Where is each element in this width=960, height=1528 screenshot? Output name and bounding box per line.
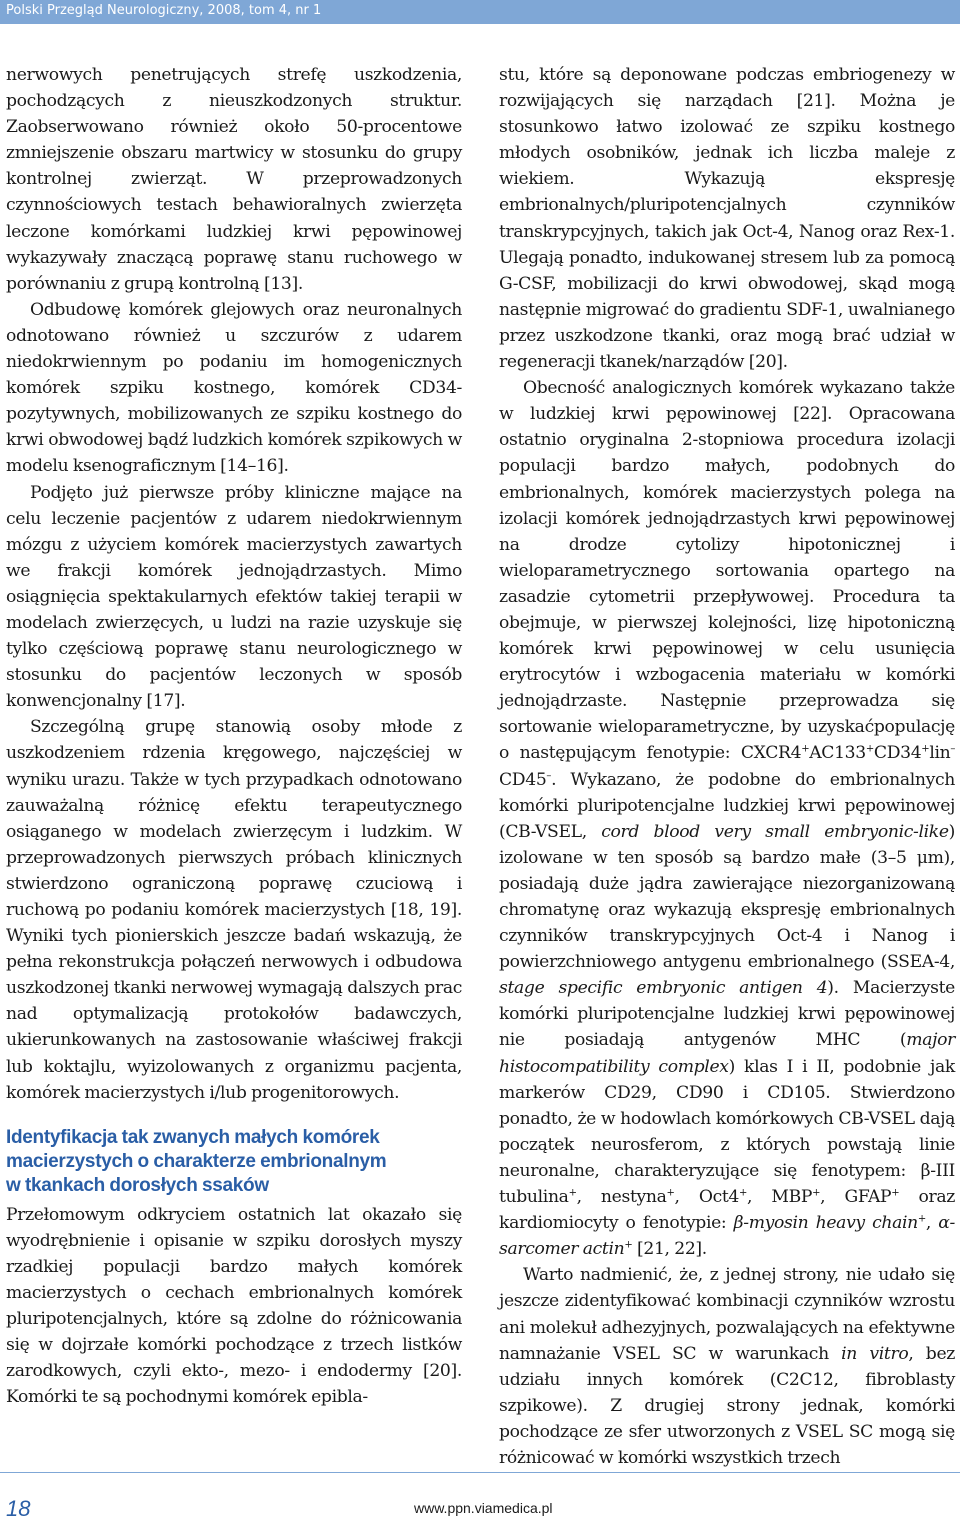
text-run: , Oct4 xyxy=(674,1187,740,1208)
text-run: ) klas I i II, podobnie jak markerów CD29, CD90 i CD105. Stwierdzono ponadto, że w hodowlach komórkowych CB-VSEL dają początek neurosferom, z których powstają linie neuronalne, charakteryzujące się fenotypem: β-III tubulina xyxy=(499,1056,955,1208)
paragraph: stu, które są deponowane podczas embriogenezy w rozwijających się narządach [21]. Można je stosunkowo łatwo izolować ze szpiku kostnego młodych osobników, jednak ich liczba maleje z wiekiem. Wykazują ekspresję embrionalnych/pluripotencjalnych czynników transkrypcyjnych, takich jak Oct-4, Nanog oraz Rex-1. Ulegają ponadto, indukowanej stresem lub za pomocą G-CSF, mobilizacji do krwi obwodowej, skąd mogą następnie migrować do gradientu SDF-1, uwalnianego przez uszkodzone tkanki, oraz mogą brać udział w regeneracji tkanek/narządów [20]. xyxy=(499,65,955,373)
paragraph: Podjęto już pierwsze próby kliniczne mające na celu leczenie pacjentów z udarem niedokrwiennym mózgu z użyciem komórek macierzystych zawartych we frakcji komórek jednojądrzastych. Mimo osiągnięcia spektakularnych efektów takiej terapii w modelach zwierzęcych, u ludzi na razie uzyskuje się tylko częściową poprawę stanu neurologicznego w stosunku do pacjentów leczonych w sposób konwencjonalny [17]. xyxy=(6,482,462,712)
text-run: , bez udziału innych komórek (C2C12, fibroblasty szpikowe). Z drugiej strony jednak, komórki pochodzące ze sfer utworzonych z VSEL SC mogą się różnicować w komórki wszystkich trzech xyxy=(499,1343,955,1468)
superscript: + xyxy=(801,743,810,755)
paragraph: Odbudowę komórek glejowych oraz neuronalnych odnotowano również u szczurów z udarem niedokrwiennym po podaniu im homogenicznych komórek szpiku kostnego, komórek CD34-pozytywnych, mobilizowanych ze szpiku kostnego do krwi obwodowej bądź ludzkich komórek szpikowych w modelu ksenograficznym [14–16]. xyxy=(6,299,462,477)
phenotype-marker: CD34 xyxy=(873,743,922,764)
superscript: + xyxy=(812,1187,821,1199)
phenotype-marker: CXCR4 xyxy=(740,743,802,764)
paragraph: Szczególną grupę stanowią osoby młode z uszkodzeniem rdzenia kręgowego, najczęściej w wyniku urazu. Także w tych przypadkach odnotowano zauważalną różnicę efektu terapeutycznego osiąganego w modelach zwierzęcym i ludzkim. W przeprowadzonych pierwszych próbach klinicznych stwierdzono ograniczoną poprawę czuciową i ruchową po podaniu komórek macierzystych [18, 19]. Wyniki tych pionierskich jeszcze badań wskazują, że pełna rekonstrukcja połączeń nerwowych i odbudowa uszkodzonej tkanki nerwowej wymagają dalszych prac nad optymalizacją protokołów badawczych, ukierunkowanych na zastosowanie właściwej frakcji lub koktajlu, wyizolowanych z organizmu pacjenta, komórek macierzystych i/lub progenitorowych. xyxy=(6,717,462,1103)
text-run: , MBP xyxy=(747,1187,813,1208)
text-run: , xyxy=(925,1213,939,1234)
phenotype-marker: AC133 xyxy=(809,743,866,764)
superscript: – xyxy=(546,769,552,781)
right-column xyxy=(499,62,955,1471)
page-number: 18 xyxy=(6,1496,31,1521)
left-column xyxy=(6,62,462,1411)
journal-header-bar xyxy=(0,0,960,24)
section-heading-line: macierzystych o charakterze embrionalnym xyxy=(6,1150,387,1172)
superscript: – xyxy=(950,743,955,755)
journal-url[interactable]: www.ppn.viamedica.pl xyxy=(414,1500,553,1516)
phenotype-marker: CD45 xyxy=(499,769,547,790)
italic-term: β-myosin heavy chain xyxy=(733,1213,918,1234)
text-run: . Wykazano, że podobne do embrionalnych komórki pluripotencjalne ludzkiej krwi pępowinowej (CB-VSEL, xyxy=(499,769,955,842)
superscript: + xyxy=(921,743,930,755)
phenotype-marker: lin xyxy=(929,743,951,764)
section-heading-line: Identyfikacja tak zwanych małych komórek xyxy=(6,1126,380,1148)
superscript: + xyxy=(917,1213,926,1225)
text-run: , nestyna xyxy=(576,1187,667,1208)
paragraph: Przełomowym odkryciem ostatnich lat okazało się wyodrębnienie i opisanie w szpiku dorosłych myszy rzadkiej populacji bardzo małych komórek macierzystych o cechach embrionalnych komórek pluripotencjalnych, które są zdolne do różnicowania się w dojrzałe komórki pochodzące z trzech listków zarodkowych, czyli ekto-, mezo- i endodermy [20]. Komórki te są pochodnymi komórek epibla- xyxy=(6,1204,462,1408)
text-run: [21, 22]. xyxy=(632,1239,707,1260)
text-run: oraz kardiomiocyty o fenotypie: xyxy=(499,1187,955,1234)
journal-title: Polski Przegląd Neurologiczny, 2008, tom 4, nr 1 xyxy=(6,3,322,18)
paragraph xyxy=(499,1262,955,1471)
superscript: + xyxy=(666,1187,675,1199)
superscript: + xyxy=(891,1187,900,1199)
text-run: ) izolowane w ten sposób są bardzo małe (3–5 μm), posiadają duże jądra zawierające niezorganizowaną chromatynę oraz wykazują ekspresję embrionalnych czynników transkrypcyjnych Oct-4 i Nanog i powierzchniowego antygenu embrionalnego (SSEA-4, xyxy=(499,821,955,973)
text-run: Obecność analogicznych komórek wykazano także w ludzkiej krwi pępowinowej [22]. Opracowana ostatnio oryginalna 2-stopniowa procedura izolacji populacji bardzo małych, podobnych do embrionalnych, komórek macierzystych polega na izolacji komórek jednojądrzastych krwi pępowinowej na drodze cytolizy hipotonicznej i wieloparametrycznego sortowania opartego na zasadzie cytometrii przepływowej. Procedura ta obejmuje, w pierwszej kolejności, lizę hipotoniczną komórek krwi pępowinowej w celu usunięcia erytrocytów i wzbogacenia materiału w komórki jednojądrzaste. Następnie przeprowadza się sortowanie wieloparametryczne, by uzyskaćpopulację o następującym fenotypie: xyxy=(499,378,955,764)
superscript: + xyxy=(624,1239,633,1251)
italic-term: in vitro xyxy=(841,1343,909,1364)
italic-term: major histocompatibility complex xyxy=(499,1030,955,1077)
text-run: , GFAP xyxy=(820,1187,892,1208)
italic-term: stage specific embryonic antigen 4 xyxy=(499,978,828,999)
superscript: + xyxy=(568,1187,577,1199)
italic-term: cord blood very small embryonic-like xyxy=(601,821,949,842)
footer-divider xyxy=(0,1472,960,1473)
superscript: + xyxy=(739,1187,748,1199)
italic-term: α-sarcomer actin xyxy=(499,1213,955,1260)
superscript: + xyxy=(865,743,874,755)
text-run: ). Macierzyste komórki pluripotencjalne ludzkiej krwi pępowinowej nie posiadają antygenów MHC ( xyxy=(499,978,955,1051)
text-run: Warto nadmienić, że, z jednej strony, nie udało się jeszcze zidentyfikować kombinacji czynników wzrostu ani molekuł adhezyjnych, pozwalających na efektywne namnażanie VSEL SC w warunkach xyxy=(499,1265,955,1364)
paragraph: nerwowych penetrujących strefę uszkodzenia, pochodzących z nieuszkodzonych struktur. Zaobserwowano również około 50-procentowe zmniejszenie obszaru martwicy w stosunku do grupy kontrolnej zwierząt. W przeprowadzonych czynnościowych testach behawioralnych zwierzęta leczone komórkami ludzkiej krwi pępowinowej wykazywały znaczącą poprawę stanu ruchowego w porównaniu z grupą kontrolną [13]. xyxy=(6,65,462,294)
section-heading-line: w tkankach dorosłych ssaków xyxy=(6,1174,269,1196)
section-heading xyxy=(6,1126,462,1198)
paragraph xyxy=(499,375,955,1262)
